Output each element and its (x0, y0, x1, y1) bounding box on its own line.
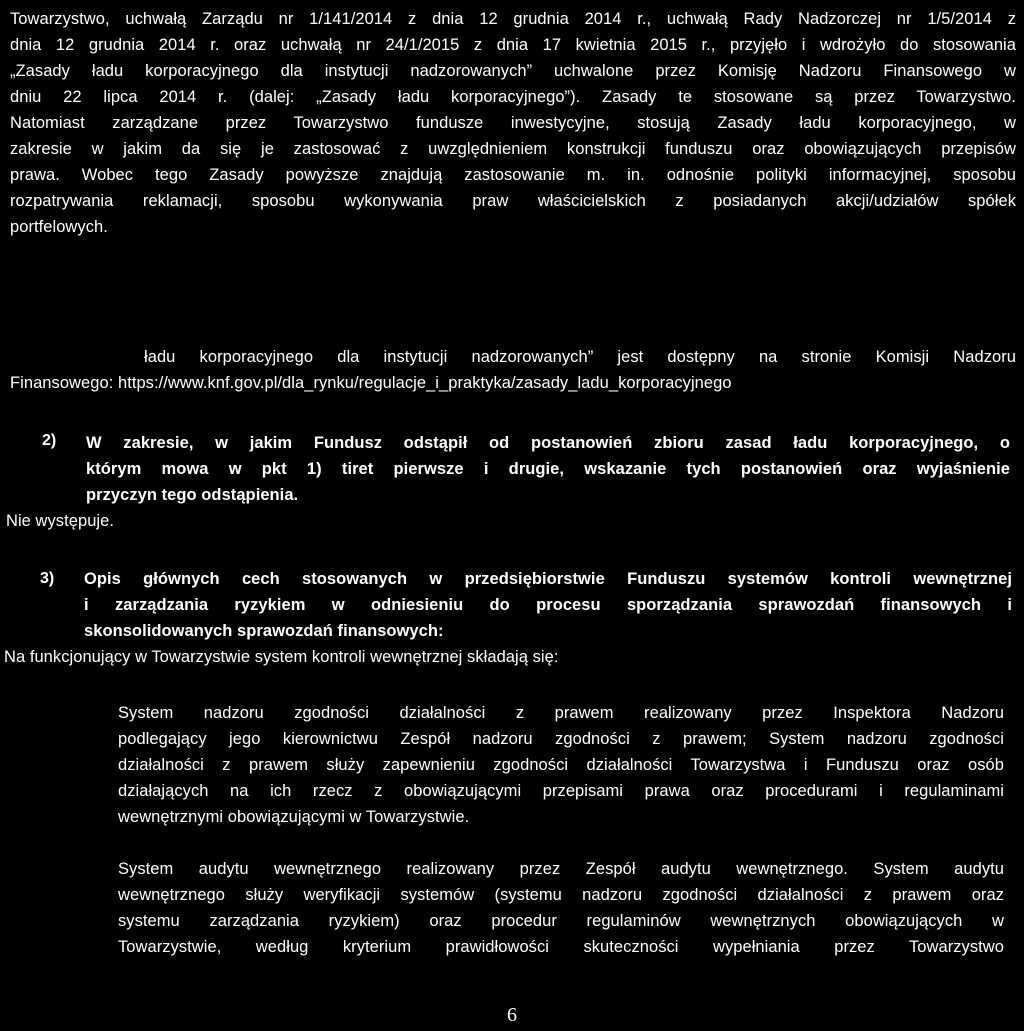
text-line: portfelowych. (10, 218, 108, 236)
text-line: wewnętrznymi obowiązującymi w Towarzystwie. (118, 808, 470, 826)
intro-paragraph (10, 6, 1016, 240)
text-line: Nie występuje. (6, 512, 114, 530)
knf-link-line: Finansowego: https://www.knf.gov.pl/dla_rynku/regulacje_i_praktyka/zasady_ladu_korporacyjnego (10, 374, 732, 392)
text-line: ładu korporacyjnego dla instytucji nadzorowanych” jest dostępny na stronie Komisji Nadzoru (144, 348, 1016, 366)
heading-line: Opis głównych cech stosowanych w przedsiębiorstwie Funduszu systemów kontroli wewnętrznej (84, 570, 1012, 588)
text-line: podlegający jego kierownictwu Zespół nadzoru zgodności z prawem; System nadzoru zgodności (118, 730, 1004, 748)
section-3-heading (84, 566, 1012, 644)
text-line: System audytu wewnętrznego realizowany przez Zespół audytu wewnętrznego. System audytu (118, 860, 1004, 878)
section-3-number: 3) (40, 570, 55, 587)
page-number: 6 (507, 1004, 517, 1026)
heading-line: i zarządzania ryzykiem w odniesieniu do procesu sporządzania sprawozdań finansowych i (84, 596, 1012, 614)
text-line: Towarzystwie, według kryterium prawidłowości skuteczności wypełniania przez Towarzystwo (118, 938, 1004, 956)
heading-line: przyczyn tego odstąpienia. (86, 486, 299, 504)
link-paragraph (10, 344, 1016, 396)
section-3-intro (4, 644, 904, 670)
section-2-number: 2) (42, 432, 57, 449)
audit-system-paragraph (118, 856, 1004, 960)
text-line: prawa. Wobec tego Zasady powyższe znajdują zastosowanie m. in. odnośnie polityki informacyjnej, sposobu (10, 166, 1016, 184)
compliance-system-paragraph (118, 700, 1004, 830)
heading-line: skonsolidowanych sprawozdań finansowych: (84, 622, 444, 640)
text-line: zakresie w jakim da się je zastosować z uwzględnieniem konstrukcji funduszu oraz obowiązujących przepisów (10, 140, 1016, 158)
text-line: System nadzoru zgodności działalności z prawem realizowany przez Inspektora Nadzoru (118, 704, 1004, 722)
text-line: „Zasady ładu korporacyjnego dla instytucji nadzorowanych” uchwalone przez Komisję Nadzoru Finansowego w (10, 62, 1016, 80)
text-line: dnia 12 grudnia 2014 r. oraz uchwałą nr 24/1/2015 z dnia 17 kwietnia 2015 r., przyjęło i wdrożyło do stosowania (10, 36, 1016, 54)
text-line: Natomiast zarządzane przez Towarzystwo fundusze inwestycyjne, stosują Zasady ładu korporacyjnego, w (10, 114, 1016, 132)
section-2-answer (6, 508, 306, 534)
text-line: systemu zarządzania ryzykiem) oraz procedur regulaminów wewnętrznych obowiązujących w (118, 912, 1004, 930)
section-2-heading (86, 430, 1010, 508)
text-line: rozpatrywania reklamacji, sposobu wykonywania praw właścicielskich z posiadanych akcji/udziałów spółek (10, 192, 1016, 210)
heading-line: którym mowa w pkt 1) tiret pierwsze i drugie, wskazanie tych postanowień oraz wyjaśnienie (86, 460, 1010, 478)
text-line: działających na ich rzecz z obowiązującymi przepisami prawa oraz procedurami i regulaminami (118, 782, 1004, 800)
text-line: Na funkcjonujący w Towarzystwie system kontroli wewnętrznej składają się: (4, 648, 559, 666)
text-line: działalności z prawem służy zapewnieniu zgodności działalności Towarzystwa i Funduszu oraz osób (118, 756, 1004, 774)
text-line: dniu 22 lipca 2014 r. (dalej: „Zasady ładu korporacyjnego”). Zasady te stosowane są przez Towarzystwo. (10, 88, 1016, 106)
text-line: wewnętrznego służy weryfikacji systemów (systemu nadzoru zgodności działalności z prawem oraz (118, 886, 1004, 904)
heading-line: W zakresie, w jakim Fundusz odstąpił od postanowień zbioru zasad ładu korporacyjnego, o (86, 434, 1010, 452)
text-line: Towarzystwo, uchwałą Zarządu nr 1/141/2014 z dnia 12 grudnia 2014 r., uchwałą Rady Nadzorczej nr 1/5/2014 z (10, 10, 1016, 28)
